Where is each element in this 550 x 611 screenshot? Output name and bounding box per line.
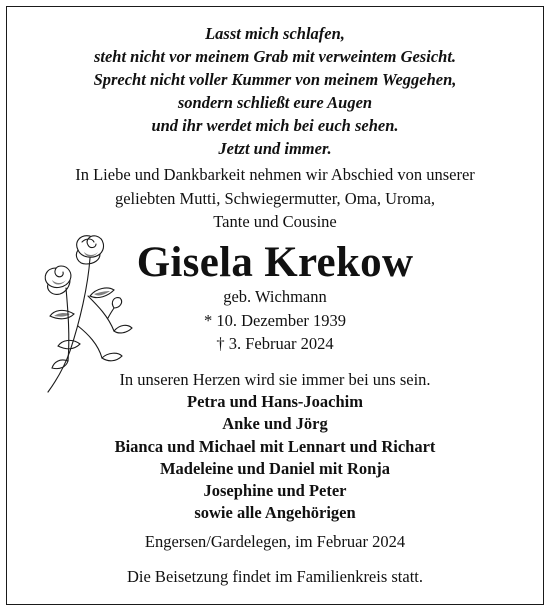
intro-line: geliebten Mutti, Schwiegermutter, Oma, Uroma, bbox=[114, 188, 436, 208]
funeral-note: Die Beisetzung findet im Familienkreis statt. bbox=[126, 567, 424, 586]
mourner-line: Bianca und Michael mit Lennart und Richart bbox=[114, 436, 436, 456]
mourner-line: Josephine und Peter bbox=[203, 481, 347, 501]
mourners-list bbox=[0, 391, 550, 525]
farewell-intro bbox=[0, 163, 550, 234]
life-dates bbox=[0, 285, 550, 356]
mourner-line: Madeleine und Daniel mit Ronja bbox=[159, 458, 391, 478]
poem-line: Sprecht nicht voller Kummer von meinem Weggehen, bbox=[93, 70, 457, 89]
poem-line: steht nicht vor meinem Grab mit verweintem Gesicht. bbox=[93, 47, 457, 66]
poem bbox=[0, 22, 550, 160]
intro-line: Tante und Cousine bbox=[213, 212, 337, 231]
mourner-line: Anke und Jörg bbox=[222, 414, 328, 434]
deceased-name: Gisela Krekow bbox=[136, 239, 414, 286]
death-date: † 3. Februar 2024 bbox=[216, 334, 334, 353]
mourners-intro: In unseren Herzen wird sie immer bei uns sein. bbox=[119, 370, 431, 389]
poem-line: und ihr werdet mich bei euch sehen. bbox=[151, 116, 399, 135]
poem-line: sondern schließt eure Augen bbox=[177, 93, 373, 112]
birth-date: * 10. Dezember 1939 bbox=[203, 310, 347, 330]
poem-line: Lasst mich schlafen, bbox=[205, 24, 345, 43]
intro-line: In Liebe und Dankbarkeit nehmen wir Abschied von unserer bbox=[75, 165, 475, 184]
mourner-line: sowie alle Angehörigen bbox=[194, 503, 356, 523]
mourner-line: Petra und Hans-Joachim bbox=[186, 392, 363, 411]
birth-name: geb. Wichmann bbox=[223, 287, 327, 306]
place-date: Engersen/Gardelegen, im Februar 2024 bbox=[144, 532, 406, 551]
poem-line: Jetzt und immer. bbox=[218, 139, 332, 158]
